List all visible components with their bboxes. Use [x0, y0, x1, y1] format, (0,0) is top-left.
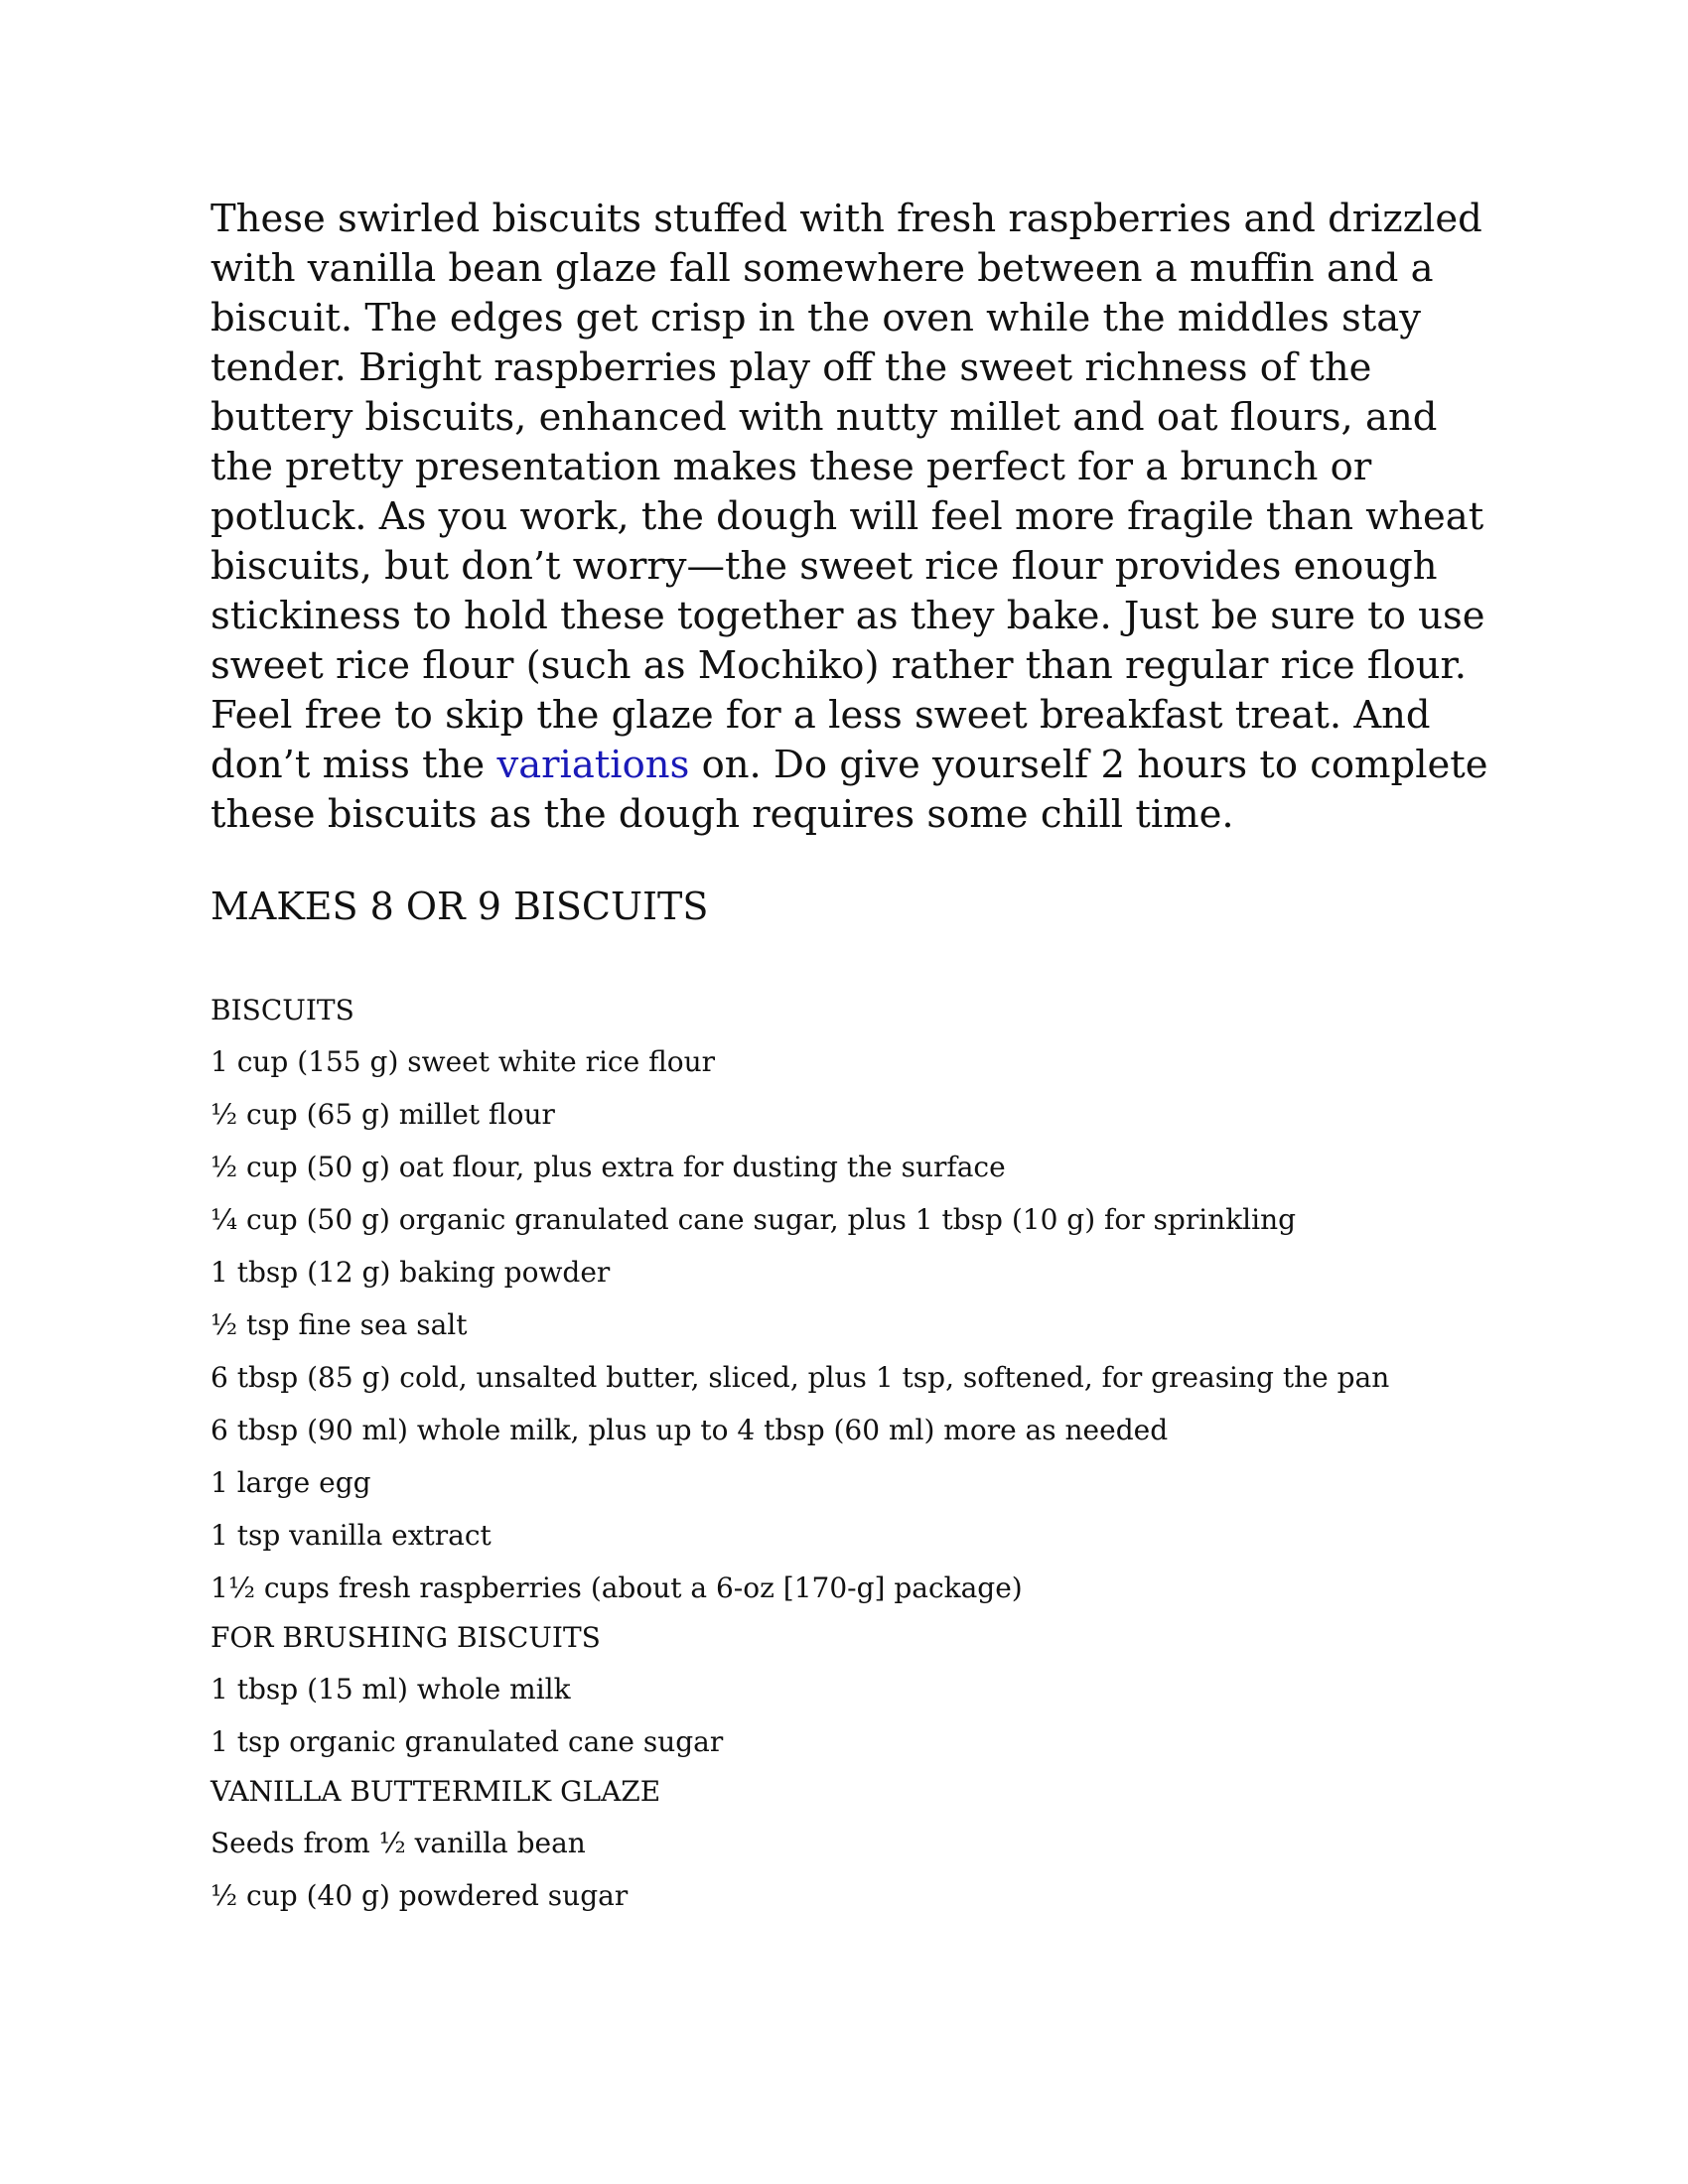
ingredient-item: 1 tsp vanilla extract: [211, 1519, 492, 1552]
ingredient-item: ¼ cup (50 g) organic granulated cane sugar, plus 1 tbsp (10 g) for sprinkling: [211, 1203, 1297, 1236]
ingredient-item: 1½ cups fresh raspberries (about a 6-oz [170-g] package): [211, 1571, 1023, 1604]
biscuits-section: [211, 993, 1501, 1606]
glaze-heading: VANILLA BUTTERMILK GLAZE: [211, 1775, 661, 1808]
ingredient-item: ½ cup (50 g) oat flour, plus extra for dusting the surface: [211, 1151, 1006, 1183]
ingredient-item: ½ cup (40 g) powdered sugar: [211, 1879, 629, 1912]
biscuits-heading: BISCUITS: [211, 994, 354, 1026]
ingredient-item: 6 tbsp (90 ml) whole milk, plus up to 4 tbsp (60 ml) more as needed: [211, 1414, 1169, 1446]
ingredient-item: ½ cup (65 g) millet flour: [211, 1098, 555, 1131]
ingredient-item: 1 large egg: [211, 1466, 371, 1499]
recipe-yield: MAKES 8 OR 9 BISCUITS: [211, 885, 709, 928]
recipe-page: [211, 195, 1501, 1914]
variations-link[interactable]: variations: [496, 743, 690, 787]
ingredient-item: 6 tbsp (85 g) cold, unsalted butter, sliced, plus 1 tsp, softened, for greasing the pan: [211, 1361, 1390, 1394]
ingredient-item: ½ tsp fine sea salt: [211, 1308, 468, 1341]
intro-paragraph: [211, 195, 1501, 840]
ingredient-item: 1 cup (155 g) sweet white rice flour: [211, 1045, 716, 1078]
brushing-section: [211, 1620, 1501, 1760]
intro-text-before-link: These swirled biscuits stuffed with fresh raspberries and drizzled with vanilla bean glaze fall somewhere between a muffin and a biscuit. The edges get crisp in the oven while the middles stay tender. Bright raspberries play off the sweet richness of the buttery biscuits, enhanced with nutty millet and oat flours, and the pretty presentation makes these perfect for a brunch or potluck. As you work, the dough will feel more fragile than wheat biscuits, but don’t worry—the sweet rice flour provides enough stickiness to hold these together as they bake. Just be sure to use sweet rice flour (such as Mochiko) rather than regular rice flour. Feel free to skip the glaze for a less sweet breakfast treat. And don’t miss the: [211, 197, 1485, 787]
intro-text-after-link: on. Do give yourself 2 hours to complete these biscuits as the dough requires some chill time.: [211, 743, 1488, 837]
brushing-heading: FOR BRUSHING BISCUITS: [211, 1621, 601, 1654]
ingredient-item: 1 tbsp (15 ml) whole milk: [211, 1673, 571, 1706]
ingredient-item: 1 tsp organic granulated cane sugar: [211, 1725, 724, 1758]
glaze-section: [211, 1774, 1501, 1914]
ingredient-item: Seeds from ½ vanilla bean: [211, 1827, 586, 1859]
ingredient-item: 1 tbsp (12 g) baking powder: [211, 1256, 611, 1289]
